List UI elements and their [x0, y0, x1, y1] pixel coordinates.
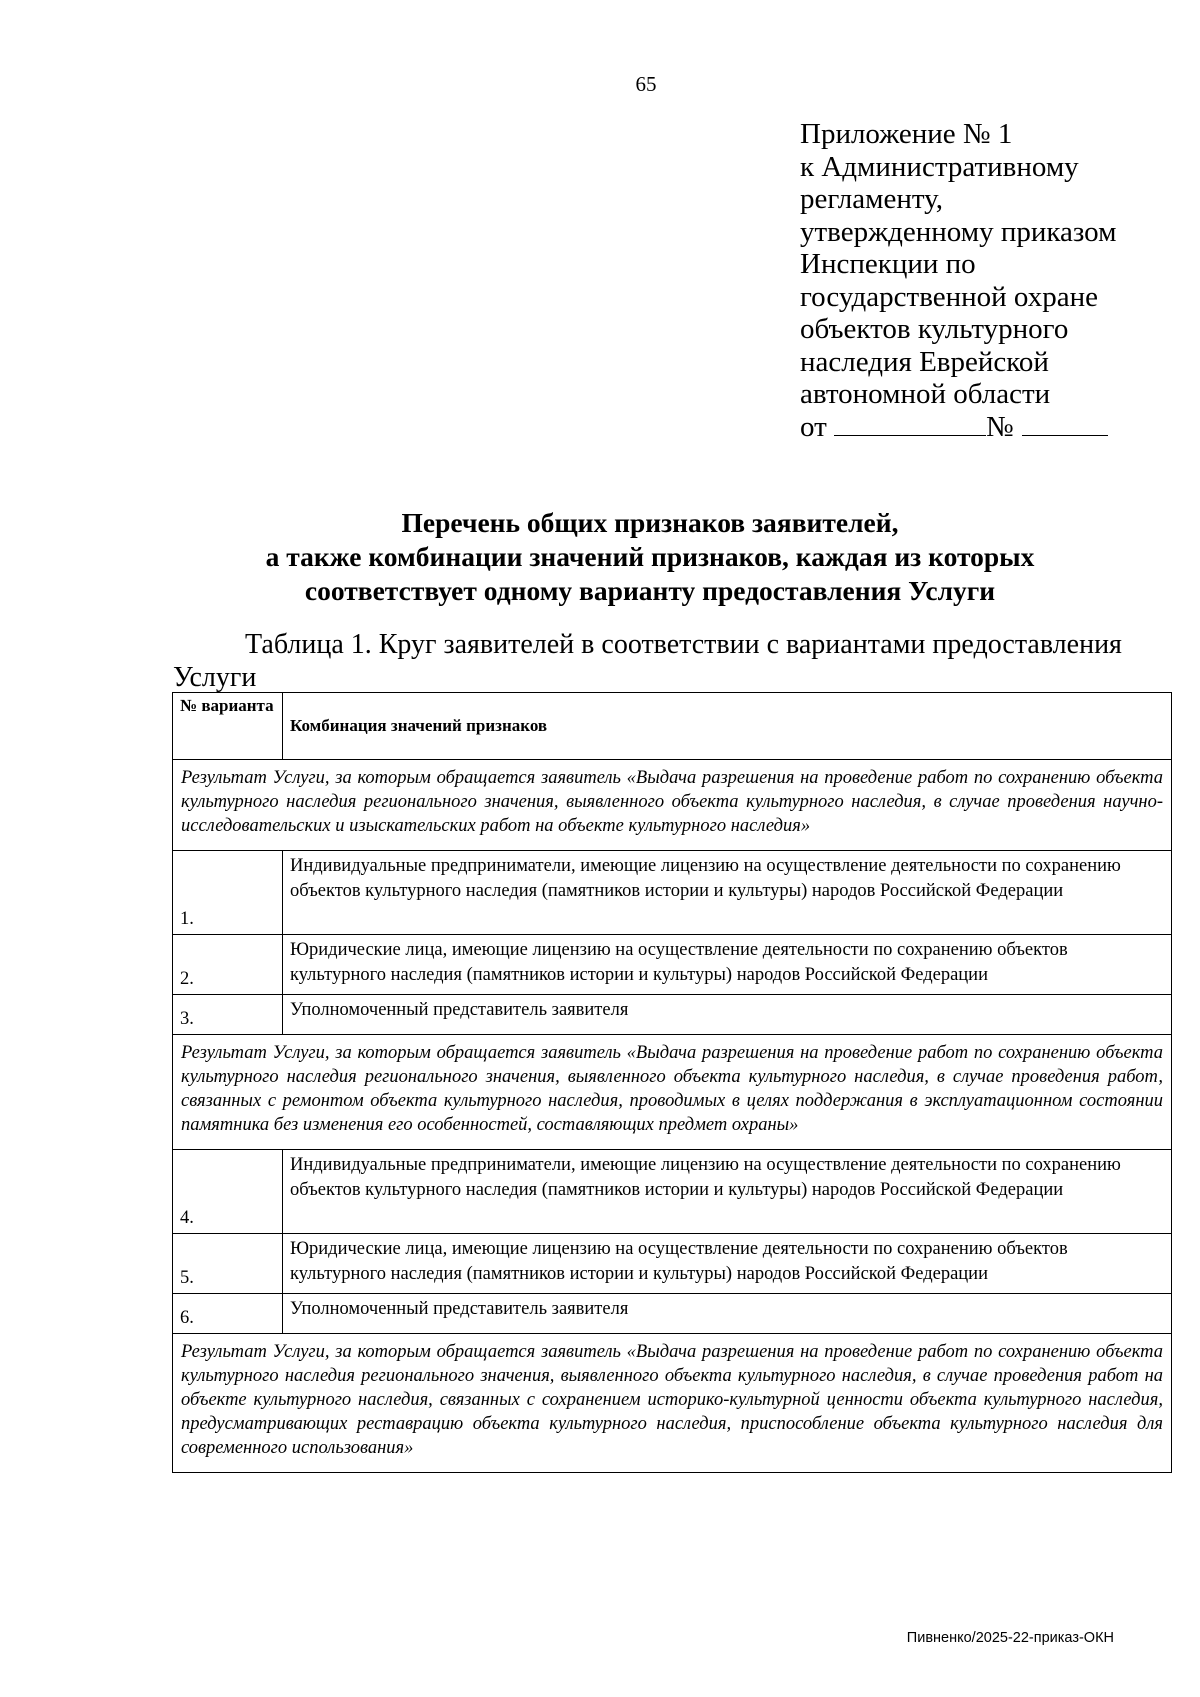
heading-line: соответствует одному варианту предоставления Услуги — [304, 575, 996, 606]
variant-description: Уполномоченный представитель заявителя — [283, 995, 1172, 1035]
appendix-line: Приложение № 1 — [800, 118, 1013, 150]
appendix-line: объектов культурного — [800, 313, 1069, 345]
variant-description: Индивидуальные предприниматели, имеющие лицензию на осуществление деятельности по сохранению объектов культурного наследия (памятников истории и культуры) народов Российской Федерации — [283, 1150, 1172, 1234]
appendix-date-number-line — [800, 411, 1160, 444]
variant-number: 3. — [173, 995, 283, 1035]
number-blank — [1022, 413, 1108, 436]
appendix-line: к Административному — [800, 150, 1079, 183]
appendix-line: утвержденному приказом — [800, 215, 1117, 248]
document-heading — [180, 506, 1120, 608]
appendix-line: автономной области — [800, 378, 1051, 410]
table-row — [173, 851, 1172, 935]
result-row — [173, 760, 1172, 851]
variant-description: Индивидуальные предприниматели, имеющие лицензию на осуществление деятельности по сохранению объектов культурного наследия (памятников истории и культуры) народов Российской Федерации — [283, 851, 1172, 935]
variant-number: 6. — [173, 1294, 283, 1334]
variant-description: Уполномоченный представитель заявителя — [283, 1294, 1172, 1334]
result-text: Результат Услуги, за которым обращается заявитель «Выдача разрешения на проведение работ по сохранению объекта культурного наследия регионального значения, выявленного объекта культурного наследия, в случае проведения работ на объекте культурного наследия, связанных с сохранением историко-культурной ценности объекта культурного наследия, предусматривающих реставрацию объекта культурного наследия, приспособление объекта культурного наследия для современного использования» — [173, 1334, 1172, 1473]
from-label: от — [800, 410, 827, 443]
appendix-block — [800, 118, 1160, 443]
table-row — [173, 1234, 1172, 1294]
table-header-row — [173, 693, 1172, 760]
applicants-table — [172, 692, 1172, 1473]
appendix-line: Инспекции по — [800, 248, 976, 280]
result-row — [173, 1334, 1172, 1473]
heading-line: Перечень общих признаков заявителей, — [401, 507, 899, 538]
appendix-line: регламенту, — [800, 183, 944, 215]
header-variant-number: № варианта — [173, 693, 283, 760]
result-row — [173, 1035, 1172, 1150]
heading-line: а также комбинации значений признаков, каждая из которых — [265, 541, 1035, 572]
appendix-line: наследия Еврейской — [800, 345, 1049, 378]
table-row — [173, 1294, 1172, 1334]
variant-number: 1. — [173, 851, 283, 935]
variant-description: Юридические лица, имеющие лицензию на осуществление деятельности по сохранению объектов культурного наследия (памятников истории и культуры) народов Российской Федерации — [283, 935, 1172, 995]
variant-number: 5. — [173, 1234, 283, 1294]
table-row — [173, 995, 1172, 1035]
appendix-line: государственной охране — [800, 280, 1098, 313]
header-combination: Комбинация значений признаков — [283, 693, 1172, 760]
document-footer-code: Пивненко/2025-22-приказ-ОКН — [906, 1630, 1114, 1646]
table-row — [173, 935, 1172, 995]
result-text: Результат Услуги, за которым обращается заявитель «Выдача разрешения на проведение работ по сохранению объекта культурного наследия регионального значения, выявленного объекта культурного наследия, в случае проведения работ, связанных с ремонтом объекта культурного наследия, проводимых в целях поддержания в эксплуатационном состоянии памятника без изменения его особенностей, составляющих предмет охраны» — [173, 1035, 1172, 1150]
variant-description: Юридические лица, имеющие лицензию на осуществление деятельности по сохранению объектов культурного наследия (памятников истории и культуры) народов Российской Федерации — [283, 1234, 1172, 1294]
page-number: 65 — [635, 72, 657, 96]
number-sign: № — [986, 410, 1014, 443]
variant-number: 4. — [173, 1150, 283, 1234]
table-row — [173, 1150, 1172, 1234]
result-text: Результат Услуги, за которым обращается заявитель «Выдача разрешения на проведение работ по сохранению объекта культурного наследия регионального значения, выявленного объекта культурного наследия, в случае проведения научно-исследовательских и изыскательских работ на объекте культурного наследия» — [173, 760, 1172, 851]
date-blank — [834, 413, 986, 436]
table-caption: Таблица 1. Круг заявителей в соответствии с вариантами предоставления Услуги — [173, 629, 1122, 693]
variant-number: 2. — [173, 935, 283, 995]
